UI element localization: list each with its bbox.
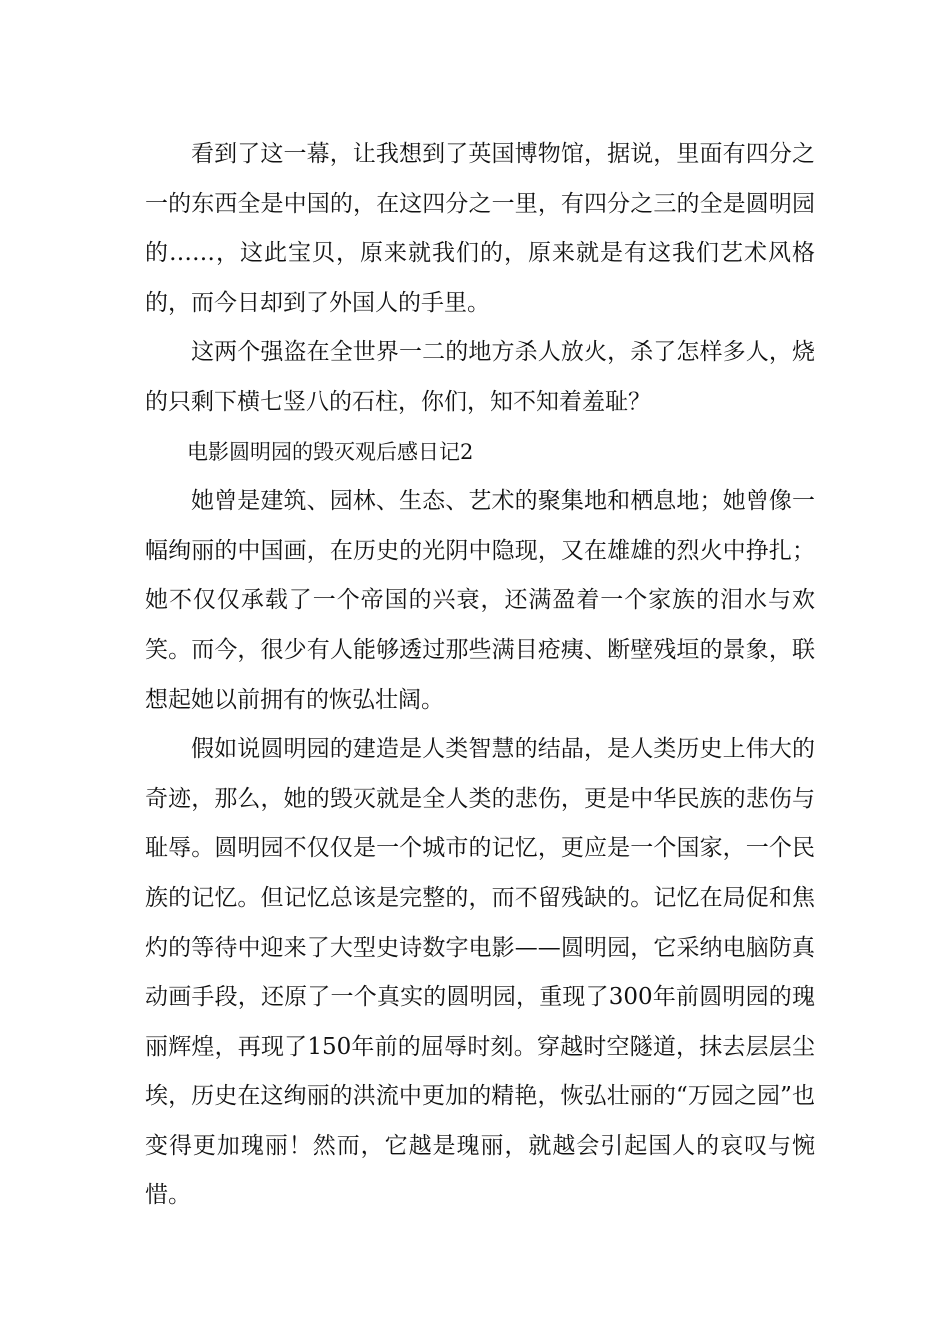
document-body [145, 130, 815, 1221]
paragraph-robbers: 这两个强盗在全世界一二的地方杀人放火，杀了怎样多人，烧的只剩下横七竖八的石柱，你们，知不知着羞耻？ [145, 339, 815, 415]
paragraph-history: 她曾是建筑、园林、生态、艺术的聚集地和栖息地；她曾像一幅绚丽的中国画，在历史的光阴中隐现，又在雄雄的烈火中挣扎；她不仅仅承载了一个帝国的兴衰，还满盈着一个家族的泪水与欢笑。而今，很少有人能够透过那些满目疮痍、断壁残垣的景象，联想起她以前拥有的恢弘壮阔。 [145, 488, 815, 713]
section-heading: 电影圆明园的毁灭观后感日记2 [187, 439, 474, 464]
paragraph-museum: 看到了这一幕，让我想到了英国博物馆，据说，里面有四分之一的东西全是中国的，在这四分之一里，有四分之三的全是圆明园的……，这此宝贝，原来就我们的，原来就是有这我们艺术风格的，而今日却到了外国人的手里。 [145, 141, 815, 316]
paragraph-memory: 假如说圆明园的建造是人类智慧的结晶，是人类历史上伟大的奇迹，那么，她的毁灭就是全人类的悲伤，更是中华民族的悲伤与耻辱。圆明园不仅仅是一个城市的记忆，更应是一个国家，一个民族的记忆。但记忆总该是完整的，而不留残缺的。记忆在局促和焦灼的等待中迎来了大型史诗数字电影——圆明园，它采纳电脑防真动画手段，还原了一个真实的圆明园，重现了300年前圆明园的瑰丽辉煌，再现了150年前的屈辱时刻。穿越时空隧道，抹去层层尘埃，历史在这绚丽的洪流中更加的精艳，恢弘壮丽的“万园之园”也变得更加瑰丽！然而，它越是瑰丽，就越会引起国人的哀叹与惋惜。 [145, 736, 815, 1209]
